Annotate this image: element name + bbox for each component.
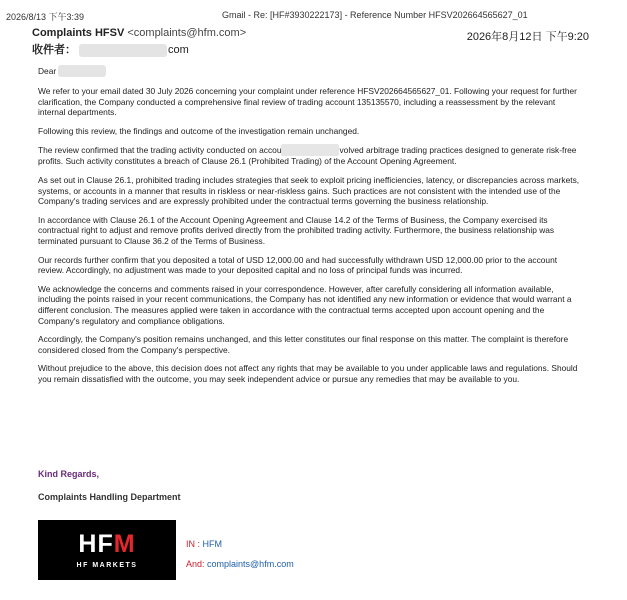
- recipient: [32, 41, 189, 57]
- contact-and-label: And:: [186, 559, 205, 569]
- recipient-label: 收件者：: [32, 44, 76, 56]
- redacted-account: [281, 144, 339, 156]
- paragraph-6: Our records further confirm that you deposited a total of USD 12,000.00 and had successfully withdrawn USD 12,000.00 prior to the account review. Accordingly, no adjustment was made to your deposited capital and no loss of principal funds was incurred.: [38, 254, 558, 276]
- logo-wordmark: [38, 530, 176, 559]
- sender: [32, 27, 246, 39]
- contact-in-label: IN :: [186, 539, 201, 549]
- greeting-line: [38, 65, 583, 77]
- sent-date: 2026年8月12日 下午9:20: [466, 31, 589, 43]
- contact-email-link[interactable]: complaints@hfm.com: [207, 559, 294, 569]
- paragraph-7: We acknowledge the concerns and comments raised in your correspondence. However, after carefully considering all information available, including the points raised in your recent communications, the Company has not identified any new information or evidence that would warrant a different conclusion. The measures applied were taken in accordance with the contractual terms accepted upon account opening and the Company's regulatory and compliance obligations.: [38, 283, 572, 326]
- paragraph-3-start: The review confirmed that the trading activity conducted on accou: [38, 145, 282, 156]
- logo-text-accent: M: [113, 530, 136, 558]
- paragraph-3-end: volved arbitrage trading practices designed to generate risk-free profits. Such activity constitutes a breach of Clause 26.1 (Prohibited Trading) of the Account Opening Agreement.: [38, 145, 577, 167]
- redacted-name: [58, 65, 106, 77]
- print-header: [6, 10, 621, 22]
- paragraph-2: Following this review, the findings and outcome of the investigation remain unchanged.: [38, 125, 360, 136]
- email-body: [38, 65, 583, 392]
- paragraph-3: [38, 144, 583, 167]
- print-date: 2026/8/13 下午3:39: [6, 12, 85, 22]
- contact-in-value[interactable]: HFM: [202, 539, 223, 549]
- print-title: Gmail - Re: [HF#3930222173] - Reference Number HFSV202664565627_01: [222, 10, 528, 20]
- contact-and: [186, 559, 294, 569]
- greeting: Dear: [38, 66, 57, 76]
- sender-name: Complaints HFSV: [32, 27, 125, 39]
- sender-email[interactable]: <complaints@hfm.com>: [127, 27, 247, 39]
- closing: Kind Regards,: [38, 469, 100, 479]
- paragraph-8: Accordingly, the Company's position remains unchanged, and this letter constitutes our final response on this matter. The complaint is therefore considered closed from the Company's perspective.: [38, 334, 569, 355]
- department: Complaints Handling Department: [38, 492, 181, 502]
- logo-text-main: HF: [78, 530, 114, 558]
- logo-subtext: HF MARKETS: [76, 562, 138, 569]
- hfm-logo: [38, 520, 176, 580]
- contact-in: [186, 539, 222, 549]
- paragraph-1: We refer to your email dated 30 July 2026 concerning your complaint under reference HFSV202664565627_01. Following your request for further clarification, the Company conducted a comprehensive final review of trading account 135135570, including a reassessment by the relevant internal departments.: [38, 86, 577, 118]
- paragraph-5: In accordance with Clause 26.1 of the Account Opening Agreement and Clause 14.2 of the Terms of Business, the Company exercised its contractual right to adjust and remove profits derived directly from the prohibited trading activity. Furthermore, the business relationship was terminated pursuant to Clause 36.2 of the Terms of Business.: [38, 214, 555, 246]
- redacted-recipient: [79, 44, 167, 57]
- paragraph-9: Without prejudice to the above, this decision does not affect any rights that may be available to you under applicable laws and regulations. Should you remain dissatisfied with the outcome, you may seek independent advice or pursue any remedies that may be available to you.: [38, 363, 578, 384]
- paragraph-4: As set out in Clause 26.1, prohibited trading includes strategies that seek to exploit pricing inefficiencies, latency, or discrepancies across markets, systems, or accounts in a manner that results in riskless or near-riskless gains. Such practices are not consistent with the intended use of the Company's trading services and are expressly prohibited under the contractual terms governing the business relationship.: [38, 174, 580, 207]
- recipient-domain: com: [168, 44, 189, 56]
